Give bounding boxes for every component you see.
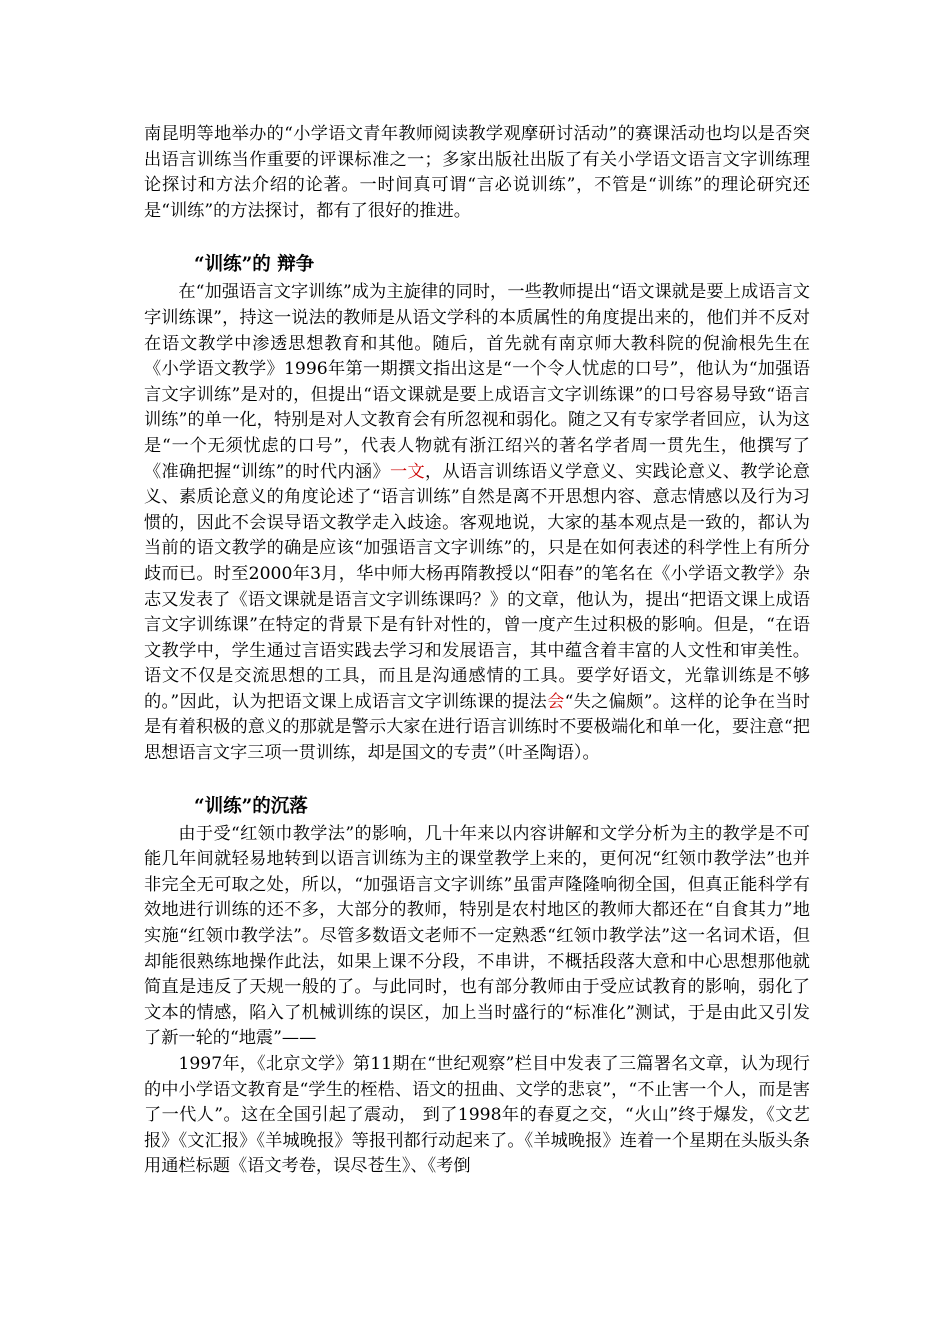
- section-heading-debate: “训练”的 辩争: [194, 254, 315, 276]
- debate-text-part-a: 在“加强语言文字训练”成为主旋律的同时，一些教师提出“语文课就是要上成语言文字训练课”，持这一说法的教师是从语文学科的本质属性的角度提出来的，他们并不反对在语文教学中渗透思想教育和其他。随后，首先就有南京师大教科院的倪渝根先生在《小学语文教学》1996年第一期撰文指出这是“一个令人忧虑的口号”，他认为“加强语言文字训练”是对的，但提出“语文课就是要上成语言文字训练课”的口号容易导致“语言训练”的单一化，特别是对人文教育会有所忽视和弱化。随之又有专家学者回应，认为这是“一个无须忧虑的口号”，代表人物就有浙江绍兴的著名学者周一贯先生，他撰写了《准确把握“训练”的时代内涵》: [144, 282, 810, 482]
- decline-paragraph-2: 1997年，《北京文学》第11期在“世纪观察”栏目中发表了三篇署名文章，认为现行的中小学语文教育是“学生的桎梏、语文的扭曲、文学的悲哀”，“不止害一个人，而是害了一代人”。这在全国引起了震动， 到了1998年的春夏之交，“火山”终于爆发，《文艺报》《文汇报》《羊城晚报》等报刊都行动起来了。《羊城晚报》连着一个星期在头版头条用通栏标题《语文考卷，误尽苍生》、《考倒: [144, 1054, 810, 1177]
- debate-red-text-1: 一文: [389, 461, 425, 482]
- intro-paragraph: 南昆明等地举办的“小学语文青年教师阅读教学观摩研讨活动”的赛课活动也均以是否突出语言训练当作重要的评课标准之一；多家出版社出版了有关小学语文语言文字训练理论探讨和方法介绍的论著。一时间真可谓“言必说训练”，不管是“训练”的理论研究还是“训练”的方法探讨，都有了很好的推进。: [144, 124, 810, 221]
- decline-paragraph-1: 由于受“红领巾教学法”的影响，几十年来以内容讲解和文学分析为主的教学是不可能几年间就轻易地转到以语言训练为主的课堂教学上来的，更何况“红领巾教学法”也并非完全无可取之处，所以，“加强语言文字训练”虽雷声隆隆响彻全国，但真正能科学有效地进行训练的还不多，大部分的教师，特别是农村地区的教师大都还在“自食其力”地实施“红领巾教学法”。尽管多数语文老师不一定熟悉“红领巾教学法”这一名词术语，但却能很熟练地操作此法，如果上课不分段，不串讲，不概括段落大意和中心思想那他就简直是违反了天规一般的了。与此同时，也有部分教师由于受应试教育的影响，弱化了文本的情感，陷入了机械训练的误区，加上当时盛行的“标准化”测试，于是由此又引发了新一轮的“地震”——: [144, 823, 810, 1049]
- debate-paragraph: [144, 280, 810, 766]
- debate-text-part-b: ，从语言训练语义学意义、实践论意义、教学论意义、素质论意义的角度论述了“语言训练”自然是离不开思想内容、意志情感以及行为习惯的，因此不会误导语文教学走入歧途。客观地说，大家的基本观点是一致的，都认为当前的语文教学的确是应该“加强语言文字训练”的，只是在如何表述的科学性上有所分歧而已。时至2000年3月，华中师大杨再隋教授以“阳春”的笔名在《小学语文教学》杂志又发表了《语文课就是语言文字训练课吗？》的文章，他认为，提出“把语文课上成语言文字训练课”在特定的背景下是有针对性的，曾一度产生过积极的影响。但是，“在语文教学中，学生通过言语实践去学习和发展语言，其中蕴含着丰富的人文性和审美性。语文不仅是交流思想的工具，而且是沟通感情的工具。要学好语文，光靠训练是不够的。”因此，认为把语文课上成语言文字训练课的提法: [144, 461, 810, 712]
- debate-text-part-c: “失之偏颇”。这样的论争在当时是有着积极的意义的那就是警示大家在进行语言训练时不要极端化和单一化，要注意“把思想语言文字三项一贯训练，却是国文的专责”（叶圣陶语）。: [144, 691, 810, 764]
- document-page: [144, 122, 810, 1180]
- section-heading-decline: “训练”的沉落: [194, 795, 308, 817]
- debate-red-text-2: 会: [547, 691, 565, 712]
